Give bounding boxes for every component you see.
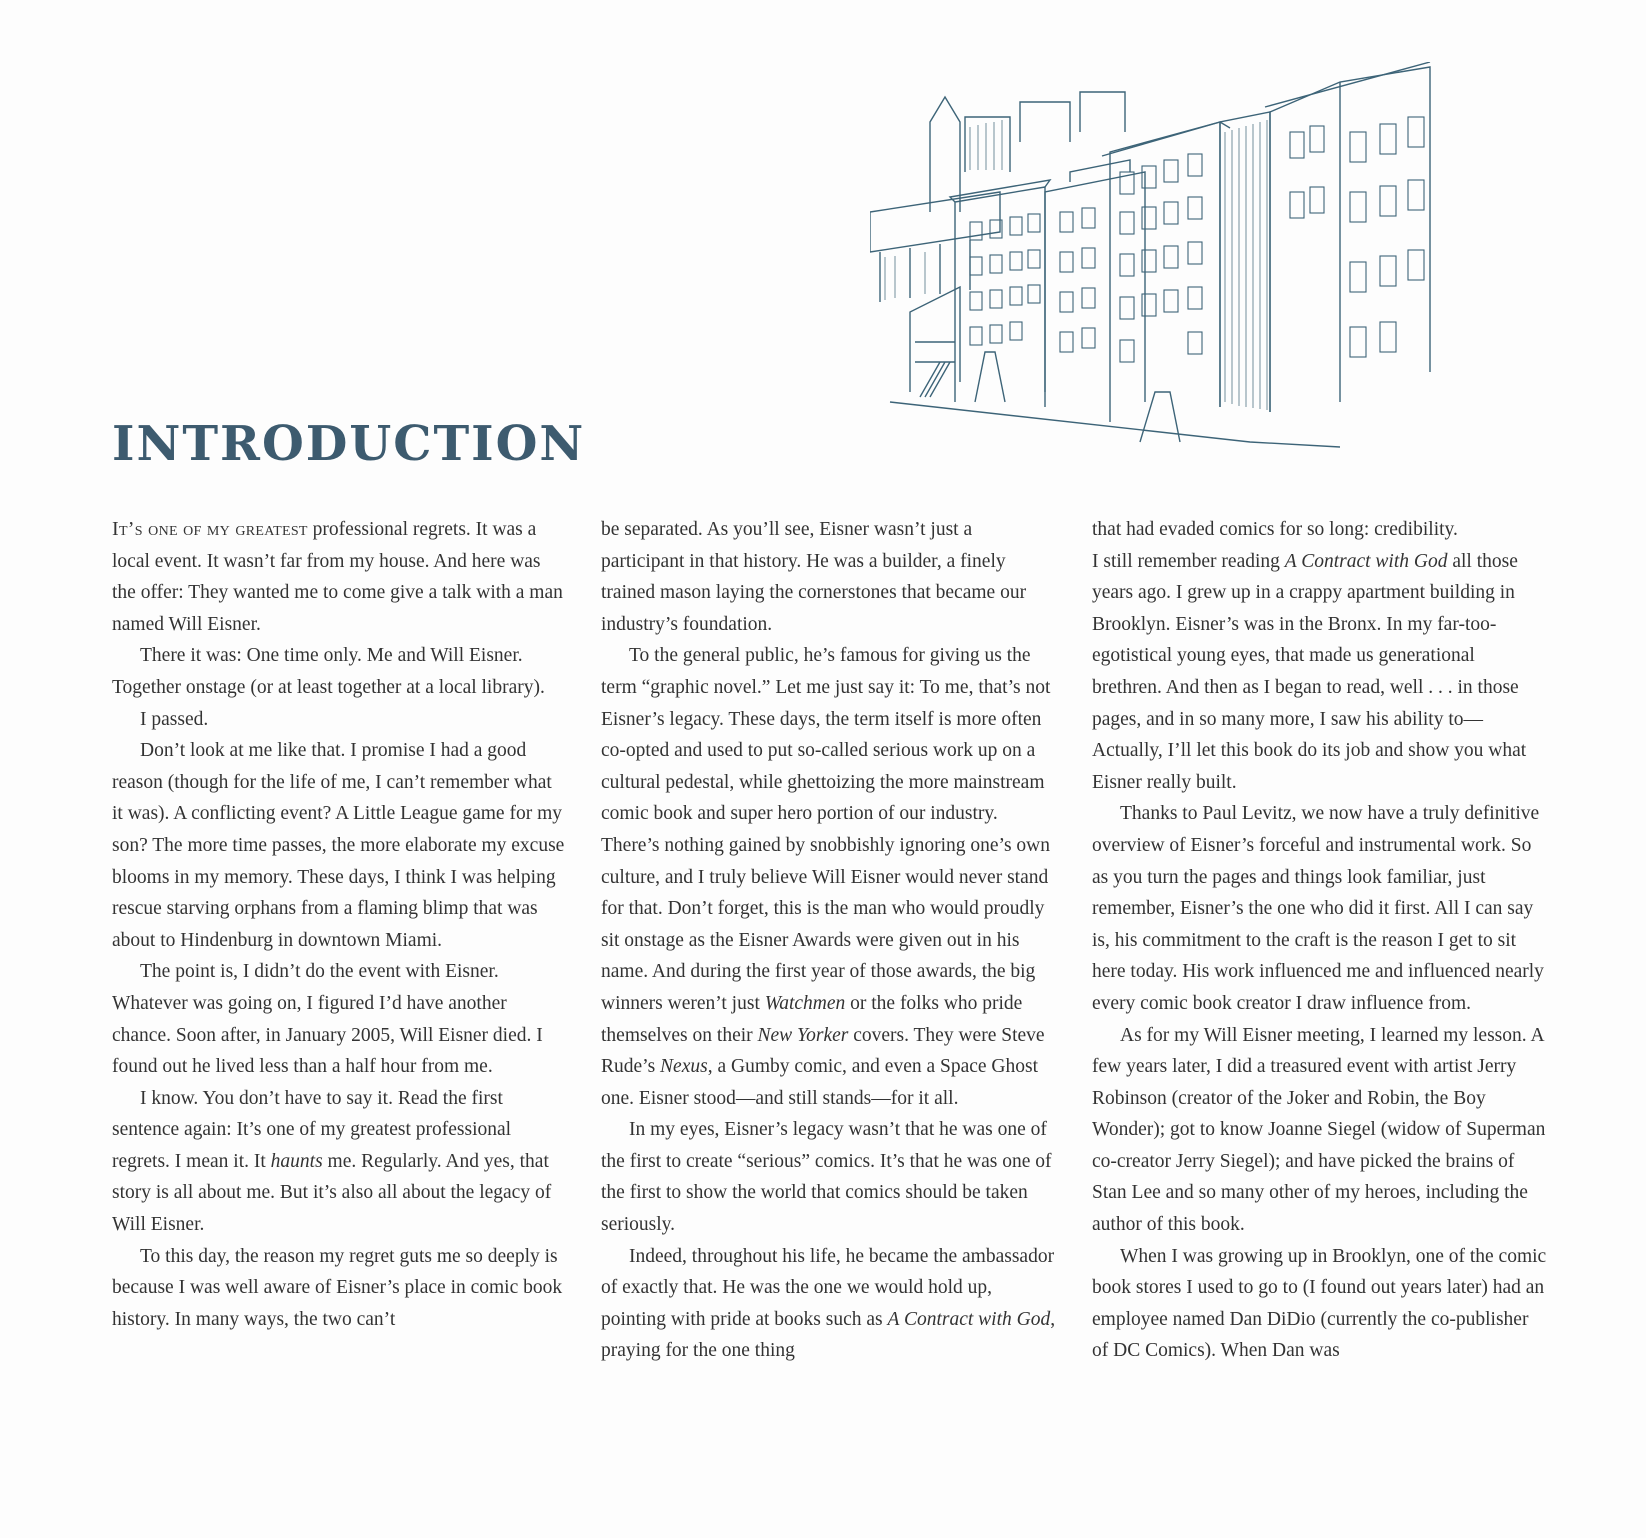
text-column-2 — [601, 514, 1056, 1367]
paragraph: It’s one of my greatest professional regrets. It was a local event. It wasn’t far from my house. And here was the offer: They wanted me to come give a talk with a man named Will Eisner. — [112, 518, 563, 635]
paragraph: I passed. — [140, 708, 209, 730]
text-column-1 — [112, 514, 567, 1335]
paragraph: As for my Will Eisner meeting, I learned my lesson. A few years later, I did a treasured event with artist Jerry Robinson (creator of the Joker and Robin, the Boy Wonder); got to know Joanne Siegel (widow of Superman co-creator Jerry Siegel); and have picked the brains of Stan Lee and so many other of my heroes, including the author of this book. — [1092, 1024, 1546, 1236]
city-street-illustration — [870, 62, 1515, 452]
paragraph: There it was: One time only. Me and Will Eisner. Together onstage (or at least together at a local library). — [112, 645, 545, 698]
city-street-sketch-icon — [870, 62, 1515, 452]
paragraph: Don’t look at me like that. I promise I had a good reason (though for the life of me, I can’t remember what it was). A conflicting event? A Little League game for my son? The more time passes, the more elaborate my excuse blooms in my memory. These days, I think I was helping rescue starving orphans from a flaming blimp that was about to Hindenburg in downtown Miami. — [112, 740, 565, 951]
paragraph: When I was growing up in Brooklyn, one of the comic book stores I used to go to (I found out years later) had an employee named Dan DiDio (currently the co-publisher of DC Comics). When Dan was — [1092, 1245, 1547, 1362]
paragraph: be separated. As you’ll see, Eisner wasn’t just a participant in that history. He was a builder, a finely trained mason laying the cornerstones that became our industry’s foundation. — [601, 519, 1027, 635]
emphasis: A Contract with God — [1284, 550, 1448, 572]
paragraph: I know. You don’t have to say it. Read the first sentence again: It’s one of my greatest professional regrets. I mean it. It haunts me. Regularly. And yes, that story is all about me. But it’s also all about the legacy of Will Eisner. — [112, 1087, 552, 1236]
emphasis: New Yorker — [757, 1024, 849, 1046]
paragraph: Thanks to Paul Levitz, we now have a truly definitive overview of Eisner’s forceful and instrumental work. So as you turn the pages and things look familiar, just remember, Eisner’s the one who did it first. All I can say is, his commitment to the craft is the reason I get to sit here today. His work influenced me and influenced nearly every comic book creator I draw influence from. — [1092, 803, 1544, 1014]
text-column-3 — [1092, 514, 1547, 1367]
emphasis: A Contract with God — [887, 1308, 1051, 1330]
paragraph: In my eyes, Eisner’s legacy wasn’t that he was one of the first to create “serious” comics. It’s that he was one of the first to show the world that comics should be taken seriously. — [601, 1119, 1052, 1236]
emphasis: Watchmen — [764, 992, 846, 1014]
paragraph: that had evaded comics for so long: credibility. — [1092, 519, 1458, 540]
paragraph: To the general public, he’s famous for giving us the term “graphic novel.” Let me just say it: To me, that’s not Eisner’s legacy. These days, the term itself is more often co-opted and used to put so-called serious work up on a cultural pedestal, while ghettoizing the more mainstream comic book and super hero portion of our industry. There’s nothing gained by snobbishly ignoring one’s own culture, and I truly believe Will Eisner would never stand for that. Don’t forget, this is the man who would proudly sit onstage as the Eisner Awards were given out in his name. And during the first year of those awards, the big winners weren’t just Watchmen or the folks who pride themselves on their New Yorker covers. They were Steve Rude’s Nexus, a Gumby comic, and even a Space Ghost one. Eisner stood—and still stands—for it all. — [601, 645, 1051, 1109]
page-title: INTRODUCTION — [112, 416, 586, 472]
paragraph: I still remember reading A Contract with God all those years ago. I grew up in a crappy apartment building in Brooklyn. Eisner’s was in the Bronx. In my far-too-egotistical young eyes, that made us generational brethren. And then as I began to read, well . . . in those pages, and in so many more, I saw his ability to— Actually, I’ll let this book do its job and show you what Eisner really built. — [1092, 550, 1527, 793]
paragraph: Indeed, throughout his life, he became the ambassador of exactly that. He was the one we would hold up, pointing with pride at books such as A Contract with God, praying for the one thing — [601, 1245, 1056, 1362]
paragraph: The point is, I didn’t do the event with Eisner. Whatever was going on, I figured I’d have another chance. Soon after, in January 2005, Will Eisner died. I found out he lived less than a half hour from me. — [112, 961, 543, 1078]
emphasis: haunts — [270, 1150, 323, 1172]
lead-in-text: It’s one of my greatest — [112, 518, 308, 540]
paragraph: To this day, the reason my regret guts me so deeply is because I was well aware of Eisner’s place in comic book history. In many ways, the two can’t — [112, 1245, 563, 1330]
emphasis: Nexus — [660, 1056, 708, 1078]
